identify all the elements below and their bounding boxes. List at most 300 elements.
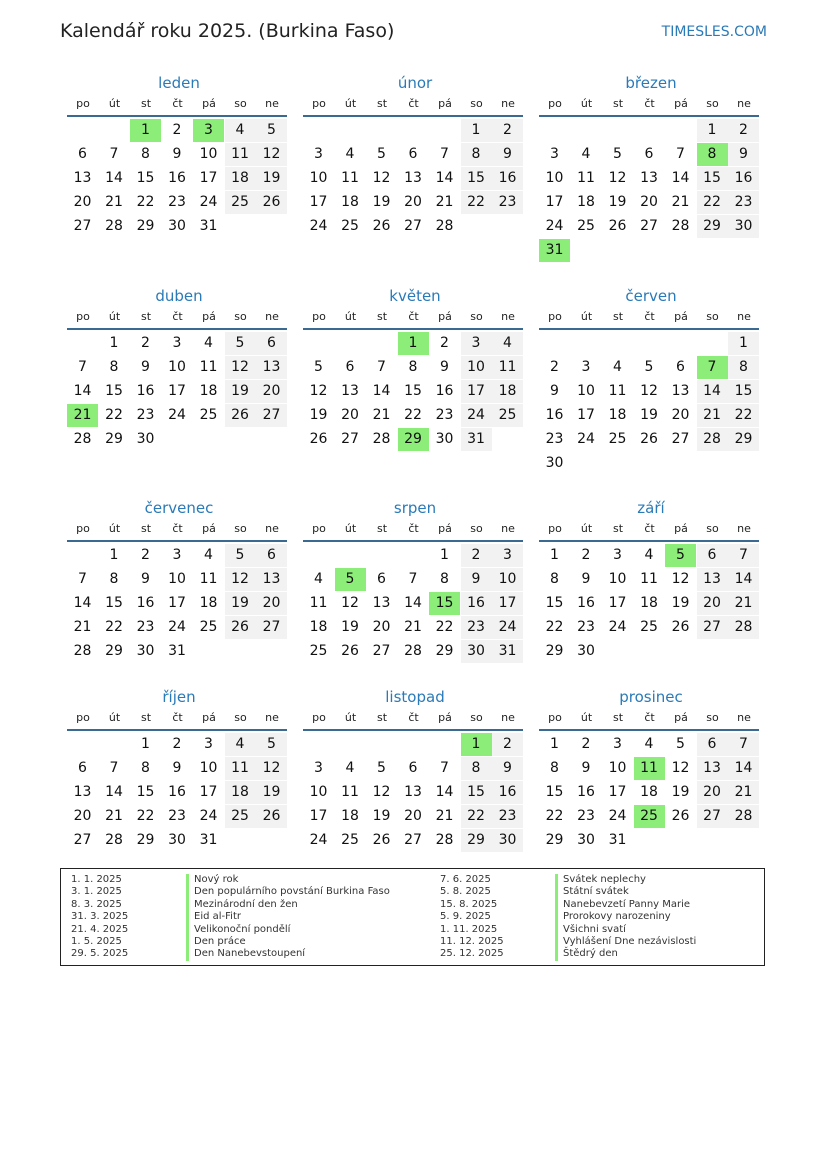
calendar-day: 12 xyxy=(372,784,391,800)
calendar-day: 28 xyxy=(404,643,422,659)
calendar-day: 3 xyxy=(314,146,323,162)
calendar-day: 30 xyxy=(577,643,595,659)
calendar-day: 9 xyxy=(492,757,523,780)
calendar-day: 9 xyxy=(492,143,523,166)
calendar-day: 8 xyxy=(461,143,492,166)
calendar-day: 9 xyxy=(172,146,182,162)
calendar-day: 9 xyxy=(141,571,150,587)
calendar-day: 10 xyxy=(608,571,627,587)
weekday-label: st xyxy=(140,522,152,535)
calendar-day: 21 xyxy=(105,808,123,824)
legend-color-bar xyxy=(555,886,558,898)
calendar-day: 9 xyxy=(461,568,492,591)
legend-holiday-name: Štědrý den xyxy=(563,948,618,960)
calendar-day: 29 xyxy=(545,832,564,848)
month-name: listopad xyxy=(385,688,445,706)
weekday-label: st xyxy=(612,97,624,110)
legend-holiday-name: Den Nanebevstoupení xyxy=(194,948,306,960)
legend-color-bar xyxy=(555,924,558,936)
calendar-day: 23 xyxy=(435,407,454,423)
calendar-day: 31 xyxy=(492,640,523,663)
calendar-day: 21 xyxy=(671,194,690,210)
weekday-label: pá xyxy=(202,711,216,724)
calendar-day: 29 xyxy=(136,218,155,234)
weekday-label: út xyxy=(344,522,357,535)
calendar-day: 4 xyxy=(644,547,654,563)
calendar-day: 3 xyxy=(172,335,182,351)
calendar-day: 10 xyxy=(545,170,564,186)
calendar-day: 24 xyxy=(492,616,523,639)
calendar-day: 30 xyxy=(435,431,454,447)
calendar-day: 8 xyxy=(440,571,449,587)
calendar-day: 24 xyxy=(199,194,218,210)
weekday-label: po xyxy=(76,97,90,110)
calendar-day: 3 xyxy=(613,547,622,563)
calendar-day: 18 xyxy=(492,380,523,403)
weekday-label: čt xyxy=(644,522,655,535)
calendar-day: 11 xyxy=(225,143,256,166)
calendar-day: 3 xyxy=(461,332,492,355)
calendar-day: 15 xyxy=(404,383,422,399)
calendar-day: 23 xyxy=(577,808,595,824)
calendar-day: 23 xyxy=(136,407,155,423)
calendar-day: 21 xyxy=(105,194,123,210)
header-rule xyxy=(67,729,287,731)
calendar-day: 25 xyxy=(341,832,359,848)
calendar-day: 7 xyxy=(728,733,759,756)
calendar-day: 8 xyxy=(109,359,119,375)
calendar-day: 29 xyxy=(545,643,564,659)
calendar-day: 8 xyxy=(109,571,119,587)
calendar-day: 26 xyxy=(225,616,256,639)
calendar-day: 30 xyxy=(168,832,186,848)
weekday-label: st xyxy=(140,310,152,323)
calendar-day: 14 xyxy=(372,383,391,399)
weekday-label: po xyxy=(548,711,562,724)
calendar-day: 26 xyxy=(309,431,328,447)
calendar-day: 6 xyxy=(78,146,87,162)
calendar-day: 1 xyxy=(440,547,449,563)
calendar-day: 13 xyxy=(256,568,287,591)
weekday-label: st xyxy=(612,310,624,323)
weekday-label: po xyxy=(76,522,90,535)
calendar-day: 14 xyxy=(435,784,454,800)
calendar-day: 12 xyxy=(225,356,256,379)
site-link[interactable]: TIMESLES.COM xyxy=(661,24,767,40)
calendar-day: 1 xyxy=(728,332,759,355)
header-rule xyxy=(67,540,287,542)
calendar-day: 27 xyxy=(640,218,658,234)
calendar-day: 13 xyxy=(372,595,391,611)
weekday-label: pá xyxy=(202,310,216,323)
calendar-day: 25 xyxy=(577,218,595,234)
calendar-day: 17 xyxy=(492,592,523,615)
weekday-label: čt xyxy=(172,310,183,323)
calendar-day: 18 xyxy=(640,595,658,611)
calendar-day: 18 xyxy=(341,194,359,210)
calendar-day: 10 xyxy=(199,146,218,162)
calendar-day: 29 xyxy=(105,431,123,447)
weekday-label: čt xyxy=(644,711,655,724)
weekday-label: ne xyxy=(737,310,751,323)
legend-holiday-name: Nanebevzetí Panny Marie xyxy=(563,898,691,910)
weekday-label: čt xyxy=(644,97,655,110)
holiday-day: 1 xyxy=(398,332,429,355)
calendar-day: 24 xyxy=(545,218,564,234)
legend-holiday-name: Eid al-Fitr xyxy=(194,911,241,923)
weekday-label: út xyxy=(108,522,121,535)
legend-date: 7. 6. 2025 xyxy=(440,874,491,885)
calendar-day: 31 xyxy=(199,218,218,234)
calendar-day: 14 xyxy=(671,170,690,186)
legend-date: 11. 12. 2025 xyxy=(440,936,504,947)
legend-date: 31. 3. 2025 xyxy=(71,911,129,923)
legend-holiday-name: Všichni svatí xyxy=(563,923,626,935)
calendar-day: 16 xyxy=(492,781,523,804)
calendar-day: 27 xyxy=(341,431,359,447)
calendar-day: 13 xyxy=(697,568,728,591)
header-rule xyxy=(539,328,759,330)
calendar-day: 10 xyxy=(461,356,492,379)
calendar-day: 16 xyxy=(435,383,454,399)
calendar-day: 2 xyxy=(461,544,492,567)
calendar-day: 8 xyxy=(550,760,559,776)
weekday-label: po xyxy=(312,522,326,535)
holiday-day: 21 xyxy=(67,404,98,427)
calendar-day: 10 xyxy=(168,571,186,587)
header-rule xyxy=(303,115,523,117)
calendar-day: 16 xyxy=(168,784,186,800)
calendar-day: 1 xyxy=(141,736,150,752)
calendar-day: 17 xyxy=(168,595,186,611)
legend-holiday-name: Velikonoční pondělí xyxy=(194,923,291,935)
calendar-day: 20 xyxy=(697,781,728,804)
calendar-day: 10 xyxy=(608,760,627,776)
calendar-day: 9 xyxy=(440,359,449,375)
calendar-day: 5 xyxy=(613,146,622,162)
calendar-day: 21 xyxy=(697,404,728,427)
calendar-day: 19 xyxy=(341,619,359,635)
weekday-label: ne xyxy=(265,711,279,724)
calendar-day: 29 xyxy=(461,829,492,852)
weekday-label: pá xyxy=(674,711,688,724)
holiday-day: 31 xyxy=(539,239,570,262)
calendar-day: 11 xyxy=(199,571,218,587)
calendar-day: 12 xyxy=(671,760,690,776)
calendar-day: 22 xyxy=(136,808,155,824)
calendar-day: 11 xyxy=(341,170,359,186)
calendar-day: 22 xyxy=(105,407,123,423)
calendar-day: 5 xyxy=(314,359,323,375)
calendar-day: 21 xyxy=(435,808,454,824)
calendar-day: 22 xyxy=(404,407,422,423)
calendar-day: 25 xyxy=(640,619,658,635)
calendar-day: 16 xyxy=(136,383,155,399)
calendar-day: 24 xyxy=(168,619,186,635)
header-rule xyxy=(303,729,523,731)
weekday-label: so xyxy=(706,711,719,724)
calendar-day: 11 xyxy=(341,784,359,800)
calendar-day: 8 xyxy=(550,571,559,587)
calendar-day: 6 xyxy=(345,359,355,375)
calendar-day: 1 xyxy=(550,547,559,563)
calendar-day: 6 xyxy=(377,571,386,587)
calendar-day: 2 xyxy=(440,335,449,351)
calendar-day: 22 xyxy=(136,194,155,210)
calendar-day: 22 xyxy=(545,619,564,635)
calendar-day: 12 xyxy=(341,595,359,611)
weekday-label: ne xyxy=(265,97,279,110)
weekday-label: čt xyxy=(408,97,419,110)
calendar-day: 1 xyxy=(109,335,119,351)
calendar-day: 26 xyxy=(372,832,391,848)
calendar-day: 4 xyxy=(225,119,256,142)
weekday-label: po xyxy=(312,310,326,323)
calendar-day: 17 xyxy=(577,407,595,423)
legend-color-bar xyxy=(186,924,189,936)
calendar-day: 4 xyxy=(644,736,654,752)
weekday-label: st xyxy=(376,522,388,535)
calendar-day: 7 xyxy=(440,760,449,776)
calendar-day: 2 xyxy=(172,736,182,752)
calendar-day: 7 xyxy=(109,760,119,776)
legend-holiday-name: Svátek neplechy xyxy=(563,874,646,885)
calendar-day: 27 xyxy=(73,218,92,234)
legend-color-bar xyxy=(186,911,189,923)
calendar-day: 5 xyxy=(256,733,287,756)
calendar-day: 4 xyxy=(581,146,591,162)
weekday-label: so xyxy=(706,522,719,535)
calendar-day: 16 xyxy=(461,592,492,615)
calendar-day: 24 xyxy=(608,619,627,635)
holiday-day: 1 xyxy=(130,119,161,142)
calendar-day: 7 xyxy=(109,146,119,162)
calendar-day: 23 xyxy=(492,191,523,214)
calendar-day: 29 xyxy=(697,215,728,238)
calendar-day: 5 xyxy=(256,119,287,142)
weekday-label: po xyxy=(312,711,326,724)
calendar-day: 6 xyxy=(697,733,728,756)
calendar-day: 13 xyxy=(671,383,690,399)
calendar-day: 23 xyxy=(492,805,523,828)
header-rule xyxy=(539,729,759,731)
legend-date: 1. 5. 2025 xyxy=(71,936,122,947)
weekday-label: út xyxy=(580,97,593,110)
weekday-label: út xyxy=(344,711,357,724)
calendar-day: 13 xyxy=(697,757,728,780)
calendar-day: 26 xyxy=(372,218,391,234)
calendar-day: 20 xyxy=(341,407,359,423)
weekday-label: ne xyxy=(737,711,751,724)
calendar-day: 15 xyxy=(461,781,492,804)
calendar-day: 8 xyxy=(461,757,492,780)
legend-date: 3. 1. 2025 xyxy=(71,886,122,898)
weekday-label: ne xyxy=(501,97,515,110)
calendar-day: 18 xyxy=(225,781,256,804)
calendar-day: 21 xyxy=(728,592,759,615)
calendar-day: 21 xyxy=(435,194,454,210)
calendar-day: 24 xyxy=(577,431,595,447)
legend-date: 1. 1. 2025 xyxy=(71,874,122,885)
calendar-day: 18 xyxy=(309,619,328,635)
calendar-day: 4 xyxy=(345,760,355,776)
calendar-day: 26 xyxy=(225,404,256,427)
calendar-day: 5 xyxy=(644,359,654,375)
calendar-day: 17 xyxy=(309,808,328,824)
calendar-day: 31 xyxy=(168,643,186,659)
weekday-label: út xyxy=(580,711,593,724)
calendar-day: 14 xyxy=(105,170,123,186)
calendar-day: 11 xyxy=(640,571,658,587)
holiday-day: 8 xyxy=(697,143,728,166)
calendar-day: 24 xyxy=(608,808,627,824)
legend-color-bar xyxy=(555,936,558,948)
calendar-day: 23 xyxy=(728,191,759,214)
calendar-day: 20 xyxy=(404,194,422,210)
calendar-day: 25 xyxy=(199,619,218,635)
calendar-day: 23 xyxy=(168,194,186,210)
calendar-day: 25 xyxy=(225,191,256,214)
calendar-day: 27 xyxy=(256,404,287,427)
legend-date: 8. 3. 2025 xyxy=(71,898,122,910)
calendar-day: 6 xyxy=(256,332,287,355)
calendar-day: 10 xyxy=(309,170,328,186)
calendar-day: 5 xyxy=(377,760,386,776)
calendar-day: 13 xyxy=(404,784,422,800)
calendar-day: 20 xyxy=(640,194,658,210)
legend-date: 5. 8. 2025 xyxy=(440,886,491,898)
calendar-day: 27 xyxy=(697,616,728,639)
page-title: Kalendář roku 2025. (Burkina Faso) xyxy=(60,20,395,42)
weekday-label: po xyxy=(76,310,90,323)
month-name: leden xyxy=(158,74,200,92)
calendar-day: 5 xyxy=(225,332,256,355)
header-rule xyxy=(539,540,759,542)
calendar-day: 6 xyxy=(256,544,287,567)
calendar-day: 30 xyxy=(728,215,759,238)
calendar-day: 19 xyxy=(671,784,690,800)
calendar-day: 24 xyxy=(461,404,492,427)
month-name: srpen xyxy=(393,499,437,517)
month-name: duben xyxy=(155,287,203,305)
calendar-day: 28 xyxy=(105,218,123,234)
calendar-day: 30 xyxy=(461,640,492,663)
weekday-label: čt xyxy=(172,522,183,535)
month-name: červenec xyxy=(144,499,214,517)
header-rule xyxy=(67,328,287,330)
calendar-day: 30 xyxy=(492,829,523,852)
calendar-day: 1 xyxy=(461,119,492,142)
calendar-day: 20 xyxy=(73,194,92,210)
holiday-day: 15 xyxy=(429,592,460,615)
legend-date: 25. 12. 2025 xyxy=(440,948,504,960)
calendar-day: 22 xyxy=(545,808,564,824)
legend-holiday-name: Vyhlášení Dne nezávislosti xyxy=(563,936,697,947)
legend-holiday-name: Nový rok xyxy=(194,874,239,885)
calendar-day: 25 xyxy=(225,805,256,828)
weekday-label: út xyxy=(108,310,121,323)
weekday-label: po xyxy=(76,711,90,724)
calendar-day: 28 xyxy=(697,428,728,451)
calendar-day: 6 xyxy=(697,544,728,567)
calendar-day: 7 xyxy=(78,571,87,587)
weekday-label: so xyxy=(470,711,483,724)
calendar-day: 20 xyxy=(73,808,92,824)
calendar-day: 5 xyxy=(676,736,685,752)
weekday-label: st xyxy=(376,97,388,110)
holiday-day: 29 xyxy=(398,428,429,451)
calendar-day: 5 xyxy=(377,146,386,162)
weekday-label: pá xyxy=(202,522,216,535)
calendar-day: 18 xyxy=(640,784,658,800)
calendar-day: 15 xyxy=(461,167,492,190)
weekday-label: so xyxy=(234,711,247,724)
calendar-day: 2 xyxy=(728,119,759,142)
calendar-day: 22 xyxy=(728,404,759,427)
calendar-day: 2 xyxy=(141,547,150,563)
calendar-day: 16 xyxy=(577,784,595,800)
calendar-day: 24 xyxy=(199,808,218,824)
calendar-day: 15 xyxy=(105,383,123,399)
calendar-day: 24 xyxy=(168,407,186,423)
calendar-day: 9 xyxy=(550,383,559,399)
weekday-label: po xyxy=(548,97,562,110)
legend-color-bar xyxy=(186,948,189,960)
weekday-label: so xyxy=(706,97,719,110)
calendar-day: 22 xyxy=(461,805,492,828)
calendar-day: 11 xyxy=(577,170,595,186)
calendar-day: 2 xyxy=(172,122,182,138)
calendar-day: 23 xyxy=(577,619,595,635)
calendar-day: 28 xyxy=(435,832,454,848)
calendar-day: 2 xyxy=(492,119,523,142)
calendar-day: 30 xyxy=(577,832,595,848)
weekday-label: st xyxy=(140,711,152,724)
weekday-label: čt xyxy=(408,522,419,535)
calendar-day: 20 xyxy=(697,592,728,615)
calendar-day: 11 xyxy=(225,757,256,780)
calendar-day: 7 xyxy=(440,146,449,162)
calendar-day: 21 xyxy=(372,407,391,423)
legend-color-bar xyxy=(555,948,558,960)
calendar-day: 28 xyxy=(671,218,690,234)
calendar-day: 3 xyxy=(314,760,323,776)
calendar-day: 23 xyxy=(545,431,564,447)
weekday-label: čt xyxy=(172,711,183,724)
calendar-day: 13 xyxy=(73,170,92,186)
calendar-day: 15 xyxy=(136,170,155,186)
weekday-label: pá xyxy=(674,522,688,535)
calendar-day: 29 xyxy=(435,643,454,659)
calendar-day: 7 xyxy=(377,359,386,375)
calendar-day: 25 xyxy=(199,407,218,423)
weekday-label: st xyxy=(140,97,152,110)
calendar-day: 20 xyxy=(256,592,287,615)
calendar-day: 19 xyxy=(225,380,256,403)
calendar-day: 26 xyxy=(256,191,287,214)
calendar-day: 28 xyxy=(728,805,759,828)
calendar-day: 11 xyxy=(608,383,627,399)
weekday-label: so xyxy=(234,97,247,110)
calendar-day: 15 xyxy=(136,784,155,800)
calendar-day: 4 xyxy=(613,359,622,375)
calendar-day: 9 xyxy=(172,760,182,776)
weekday-label: út xyxy=(344,310,357,323)
calendar-day: 9 xyxy=(581,760,591,776)
calendar-day: 16 xyxy=(492,167,523,190)
calendar-day: 29 xyxy=(136,832,155,848)
calendar-day: 7 xyxy=(728,544,759,567)
